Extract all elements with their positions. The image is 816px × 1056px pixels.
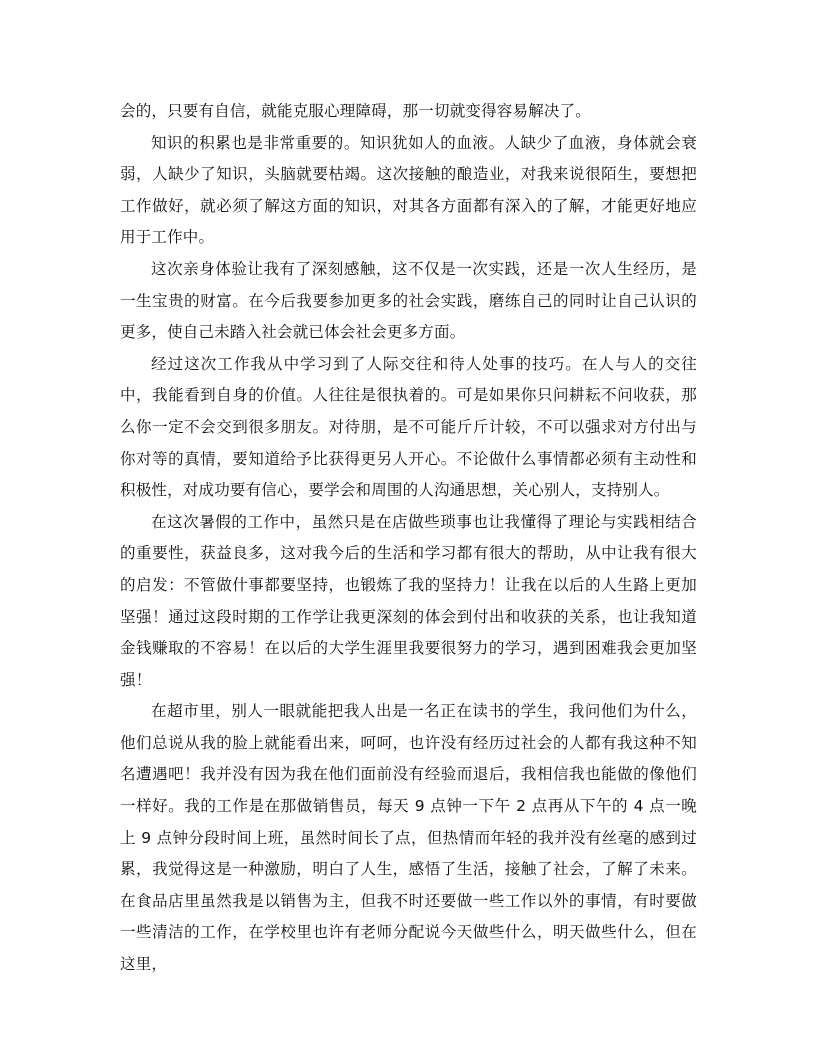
paragraph-interpersonal: 经过这次工作我从中学习到了人际交往和待人处事的技巧。在人与人的交往中，我能看到自身的价值。人往往是很执着的。可是如果你只问耕耘不问收获，那么你一定不会交到很多朋友。对待朋，是不可能斤斤计较，不可以强求对方付出与你对等的真情，要知道给予比获得更另人开心。不论做什么事情都必须有主动性和积极性，对成功要有信心，要学会和周围的人沟通思想，关心别人，支持别人。 — [120, 354, 697, 500]
paragraph-continuation: 会的，只要有自信，就能克服心理障碍，那一切就变得容易解决了。 — [120, 102, 592, 120]
document-page — [120, 96, 697, 981]
paragraph-summer-work: 在这次暑假的工作中，虽然只是在店做些琐事也让我懂得了理论与实践相结合的重要性，获益良多，这对我今后的生活和学习都有很大的帮助，从中让我有很大的启发：不管做什事都要坚持，也锻炼了我的坚持力！让我在以后的人生路上更加坚强！通过这段时期的工作学让我更深刻的体会到付出和收获的关系，也让我知道金钱赚取的不容易！在以后的大学生涯里我要很努力的学习，遇到困难我会更加坚强！ — [120, 512, 697, 689]
paragraph-supermarket: 在超市里，别人一眼就能把我人出是一名正在读书的学生，我问他们为什么，他们总说从我的脸上就能看出来，呵呵，也许没有经历过社会的人都有我这种不知名遭遇吧！我并没有因为我在他们面前没有经验而退后，我相信我也能做的像他们一样好。我的工作是在那做销售员，每天 9 点钟一下午 2 点再从下午的 4 点一晚上 9 点钟分段时间上班，虽然时间长了点，但热情而年轻的我并没有丝毫的感到过累，我觉得这是一种激励，明白了人生，感悟了生活，接触了社会，了解了未来。在食品店里虽然我是以销售为主，但我不时还要做一些工作以外的事情，有时要做一些清洁的工作，在学校里也许有老师分配说今天做些什么，明天做些什么，但在这里， — [120, 702, 697, 974]
paragraph-knowledge: 知识的积累也是非常重要的。知识犹如人的血液。人缺少了血液，身体就会衰弱，人缺少了知识，头脑就要枯竭。这次接触的酿造业，对我来说很陌生，要想把工作做好，就必须了解这方面的知识，对其各方面都有深入的了解，才能更好地应用于工作中。 — [120, 133, 697, 247]
paragraph-experience: 这次亲身体验让我有了深刻感触，这不仅是一次实践，还是一次人生经历，是一生宝贵的财富。在今后我要参加更多的社会实践，磨练自己的同时让自己认识的更多，使自己未踏入社会就已体会社会更多方面。 — [120, 259, 697, 342]
